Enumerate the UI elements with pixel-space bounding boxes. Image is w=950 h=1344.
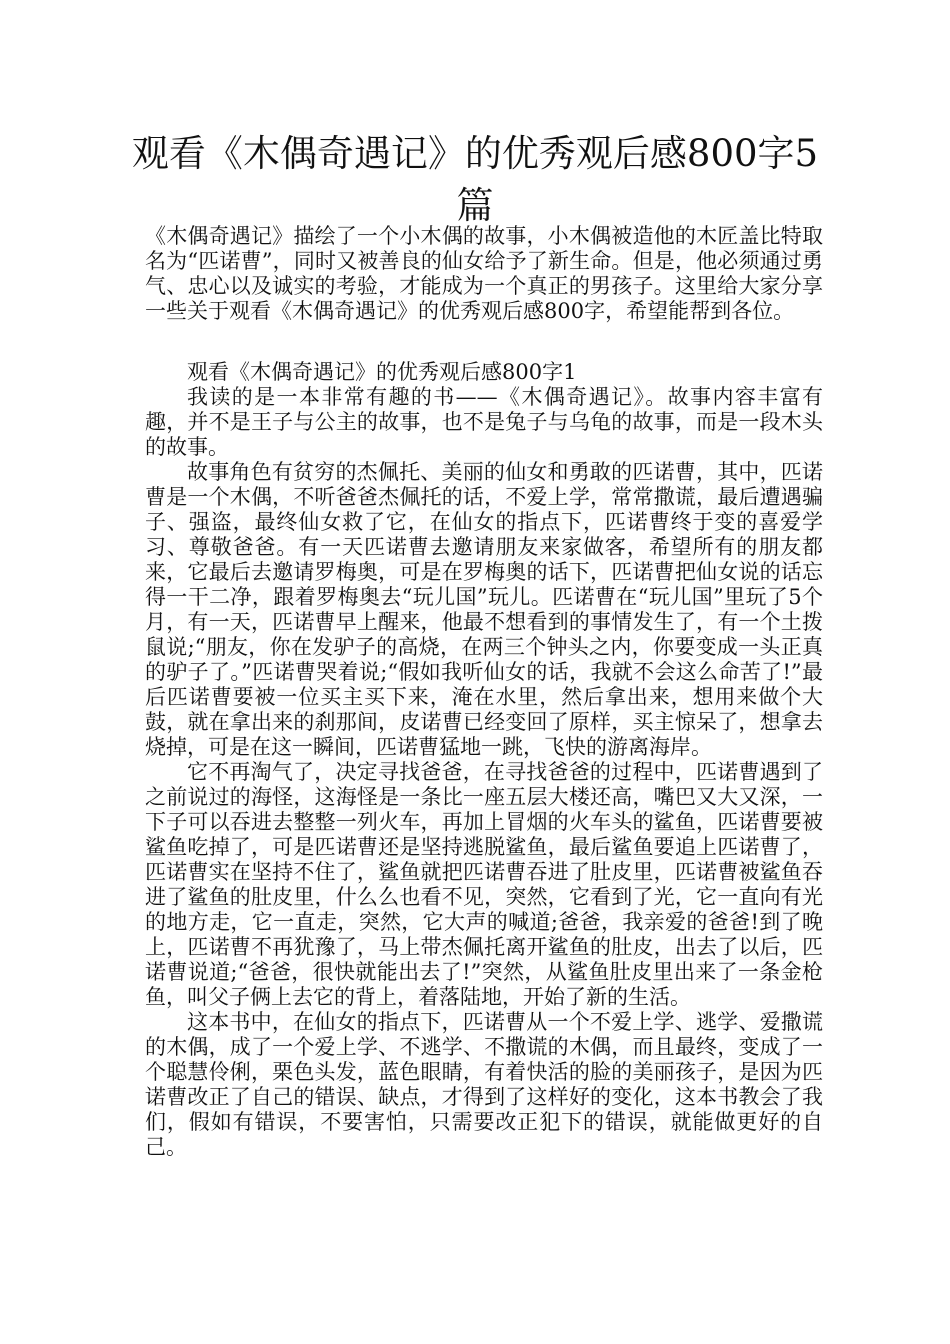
intro-paragraph: 《木偶奇遇记》描绘了一个小木偶的故事，小木偶被造他的木匠盖比特取名为“匹诺曹”，同时又被善良的仙女给予了新生命。但是，他必须通过勇气、忠心以及诚实的考验，才能成为一个真正的男孩子。这里给大家分享一些关于观看《木偶奇遇记》的优秀观后感800字，希望能帮到各位。 (145, 224, 823, 323)
section-heading: 观看《木偶奇遇记》的优秀观后感800字1 (187, 360, 577, 384)
document-title: 观看《木偶奇遇记》的优秀观后感800字5篇 (131, 132, 819, 227)
body-paragraph: 我读的是一本非常有趣的书——《木偶奇遇记》。故事内容丰富有趣，并不是王子与公主的故事，也不是兔子与乌龟的故事，而是一段木头的故事。 (145, 385, 823, 459)
body-paragraph: 这本书中，在仙女的指点下，匹诺曹从一个不爱上学、逃学、爱撒谎的木偶，成了一个爱上学、不逃学、不撒谎的木偶，而且最终，变成了一个聪慧伶俐，栗色头发，蓝色眼睛，有着快活的脸的美丽孩子，是因为匹诺曹改正了自己的错误、缺点，才得到了这样好的变化，这本书教会了我们，假如有错误，不要害怕，只需要改正犯下的错误，就能做更好的自己。 (145, 1010, 823, 1159)
paragraph-spacer (145, 324, 823, 360)
document-body (145, 224, 823, 1160)
body-paragraph: 它不再淘气了，决定寻找爸爸，在寻找爸爸的过程中，匹诺曹遇到了之前说过的海怪，这海怪是一条比一座五层大楼还高，嘴巴又大又深，一下子可以吞进去整整一列火车，再加上冒烟的火车头的鲨鱼，匹诺曹要被鲨鱼吃掉了，可是匹诺曹还是坚持逃脱鲨鱼，最后鲨鱼要追上匹诺曹了，匹诺曹实在坚持不住了，鲨鱼就把匹诺曹吞进了肚皮里，匹诺曹被鲨鱼吞进了鲨鱼的肚皮里，什么么也看不见，突然，它看到了光，它一直向有光的地方走，它一直走，突然，它大声的喊道;爸爸，我亲爱的爸爸!到了晚上，匹诺曹不再犹豫了，马上带杰佩托离开鲨鱼的肚皮，出去了以后，匹诺曹说道;“爸爸，很快就能出去了!”突然，从鲨鱼肚皮里出来了一条金枪鱼，叫父子俩上去它的背上，着落陆地，开始了新的生活。 (145, 760, 823, 1009)
body-paragraph: 故事角色有贫穷的杰佩托、美丽的仙女和勇敢的匹诺曹，其中，匹诺曹是一个木偶，不听爸爸杰佩托的话，不爱上学，常常撒谎，最后遭遇骗子、强盗，最终仙女救了它，在仙女的指点下，匹诺曹终于变的喜爱学习、尊敬爸爸。有一天匹诺曹去邀请朋友来家做客，希望所有的朋友都来，它最后去邀请罗梅奥，可是在罗梅奥的话下，匹诺曹把仙女说的话忘得一干二净，跟着罗梅奥去“玩儿国”玩儿。匹诺曹在“玩儿国”里玩了5个月，有一天，匹诺曹早上醒来，他最不想看到的事情发生了，有一个土拨鼠说;“朋友，你在发驴子的高烧，在两三个钟头之内，你要变成一头正真的驴子了。”匹诺曹哭着说;“假如我听仙女的话，我就不会这么命苦了!”最后匹诺曹要被一位买主买下来，淹在水里，然后拿出来，想用来做个大鼓，就在拿出来的刹那间，皮诺曹已经变回了原样，买主惊呆了，想拿去烧掉，可是在这一瞬间，匹诺曹猛地一跳，飞快的游离海岸。 (145, 460, 823, 759)
